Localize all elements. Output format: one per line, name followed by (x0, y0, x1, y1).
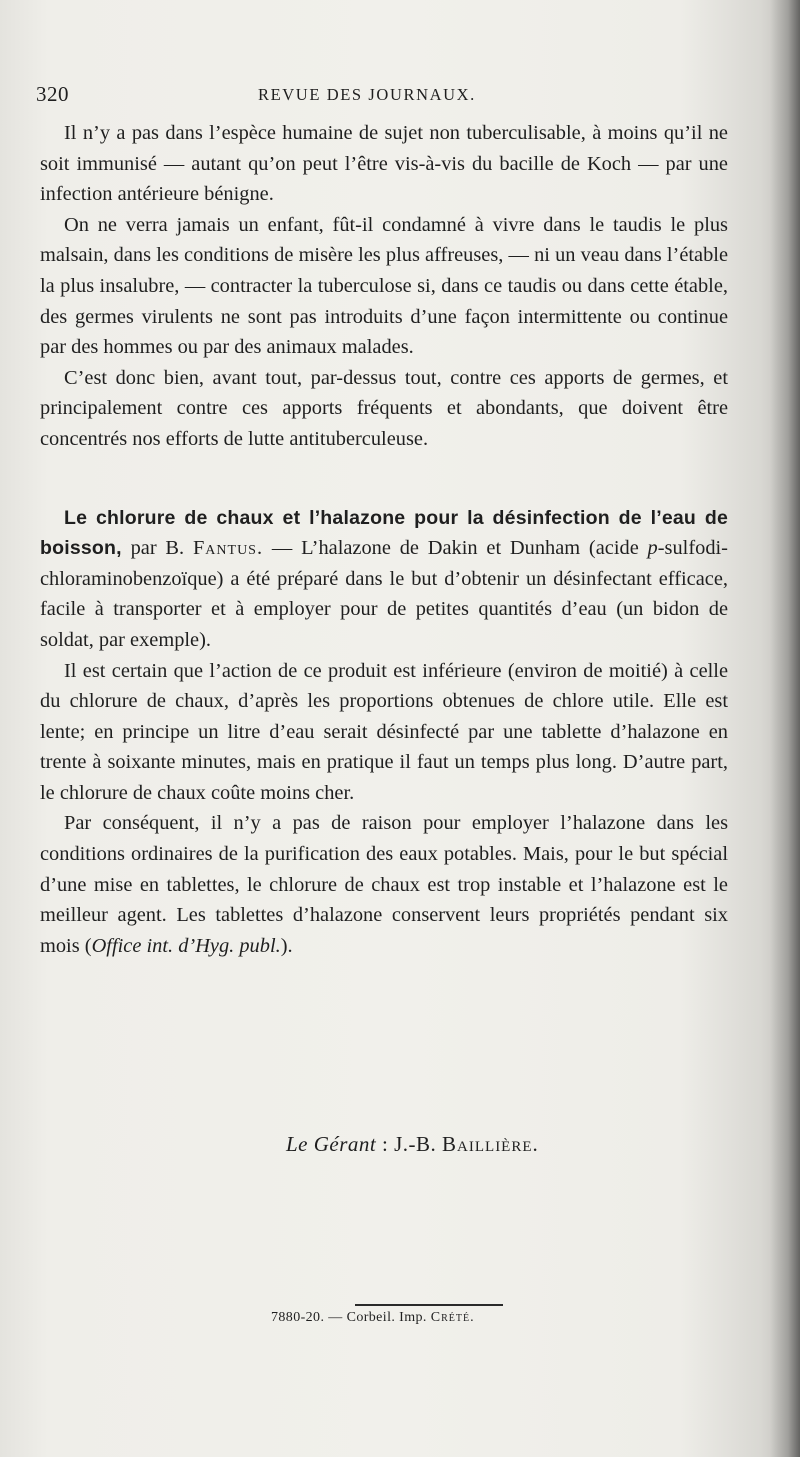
imprint-text: Corbeil. Imp. (346, 1310, 431, 1325)
imprint-rule (355, 1304, 503, 1306)
imprint-code: 7880-20. (271, 1310, 325, 1325)
signature-initials: J.-B. (394, 1132, 443, 1156)
article2-text-b: -sulfodi-chloraminobenzoïque) a été préparé dans le but d’obtenir un désinfectant efficace, facile à transporter et à employer pour de petites quantités d’eau (un bidon de soldat, par exemple). (40, 537, 728, 651)
article-separator (40, 455, 728, 503)
article1-paragraph-3: C’est donc bien, avant tout, par-dessus tout, contre ces apports de germes, et principalement contre ces apports fréquents et abondants, que doivent être concentrés nos efforts de lutte antituberculeuse. (40, 366, 728, 450)
running-head: REVUE DES JOURNAUX. (258, 85, 476, 104)
page-number: 320 (36, 82, 69, 106)
article2-first-paragraph (40, 503, 728, 656)
article2-last-text: Par conséquent, il n’y a pas de raison pour employer l’halazone dans les conditions ordinaires de la purification des eaux potables. Mais, pour le but spécial d’une mise en tablettes, le chlorure de chaux est trop instable et l’halazone est le meilleur agent. Les tablettes d’halazone conservent leurs propriétés pendant six mois (40, 812, 728, 957)
page-body (40, 118, 728, 961)
source-citation: Office int. d’Hyg. publ. (91, 934, 281, 957)
article2-last-paragraph (40, 808, 728, 961)
article2-italic-p: p (647, 537, 658, 560)
signature-role: Le Gérant (286, 1132, 377, 1156)
signature-name: Baillière. (442, 1132, 539, 1156)
imprint-dash: — (324, 1310, 347, 1325)
article2-paragraph-2: Il est certain que l’action de ce produit est inférieure (environ de moitié) à celle du chlorure de chaux, d’après les proportions obtenues de chlore utile. Elle est lente; en principe un litre d’eau serait désinfecté par une tablette d’halazone en trente à soixante minutes, mais en pratique il faut un temps plus long. D’autre part, le chlorure de chaux coûte moins cher. (40, 659, 728, 804)
article1-paragraph-2: On ne verra jamais un enfant, fût-il condamné à vivre dans le taudis le plus malsain, dans les conditions de misère les plus affreuses, — ni un veau dans l’étable la plus insalubre, — contracter la tuberculose si, dans ce taudis ou dans cette étable, des germes virulents ne sont pas introduits d’une façon intermittente ou continue par des hommes ou par des animaux malades. (40, 213, 728, 359)
source-open: ( (84, 934, 92, 957)
page-edge-shadow (770, 0, 800, 1457)
page-header (36, 82, 726, 112)
article-title: Le chlorure de chaux et l’halazone pour la désinfection de l’eau de boisson, (40, 506, 728, 560)
printer-imprint (271, 1310, 475, 1326)
signature-line (286, 1132, 539, 1157)
imprint-printer: Crété. (430, 1310, 475, 1325)
article2-text-a: — L’halazone de Dakin et Dunham (acide (271, 537, 648, 560)
article1-paragraph-1: Il n’y a pas dans l’espèce humaine de sujet non tuberculisable, à moins qu’il ne soit immunisé — autant qu’on peut l’être vis-à-vis du bacille de Koch — par une infection antérieure bénigne. (40, 122, 728, 206)
byline-prefix: par B. (130, 537, 185, 560)
source-close: ). (280, 934, 293, 957)
signature-separator: : (376, 1132, 395, 1156)
article-author: Fantus. (192, 537, 264, 560)
